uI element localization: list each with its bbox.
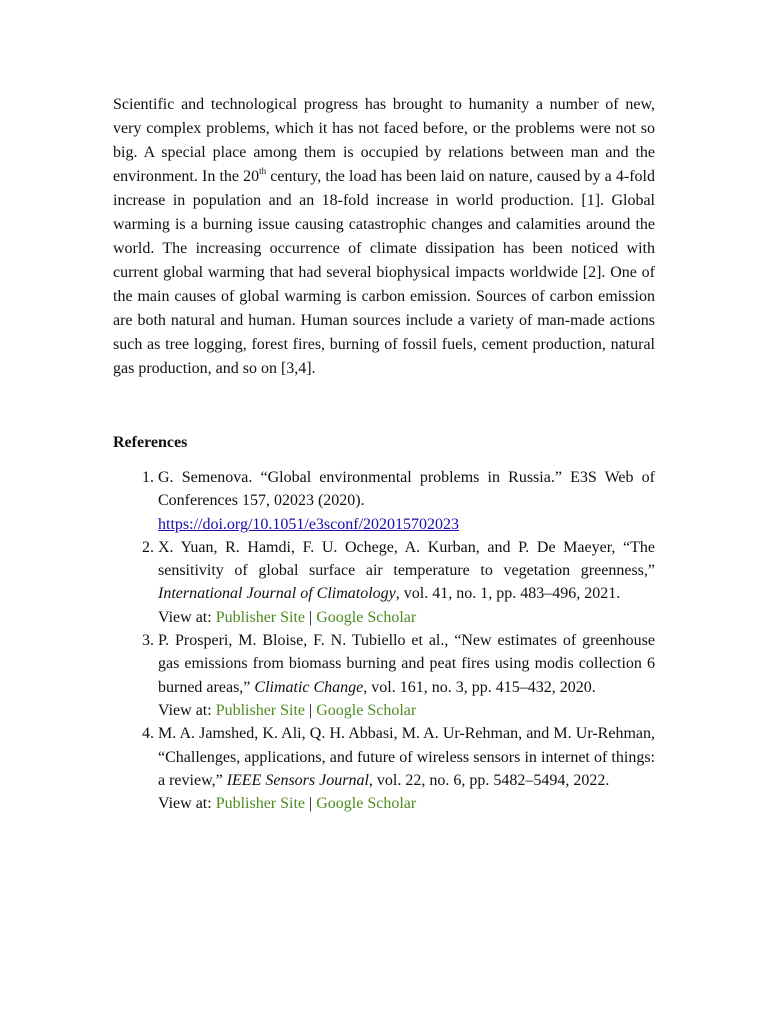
reference-text: P. Prosperi, M. Bloise, F. N. Tubiello et al., “New estimates of greenhouse gas emissions from biomass burning and peat fires using modis collection 6 burned areas,” <box>158 632 655 696</box>
journal-title: Climatic Change <box>254 678 364 696</box>
reference-item-4 <box>158 722 655 815</box>
superscript-th: th <box>259 166 267 176</box>
intro-paragraph <box>113 93 655 381</box>
publisher-site-link[interactable]: Publisher Site <box>215 608 306 626</box>
reference-details: , vol. 161, no. 3, pp. 415–432, 2020. <box>363 678 596 696</box>
link-separator: | <box>305 608 317 626</box>
reference-text: M. A. Jamshed, K. Ali, Q. H. Abbasi, M. A. Ur-Rehman, and M. Ur-Rehman, “Challenges, applications, and future of wireless sensors in internet of things: a review,” <box>158 725 655 789</box>
view-at-label: View at: <box>158 701 216 719</box>
view-at-line <box>158 606 655 629</box>
link-separator: | <box>305 701 317 719</box>
reference-text: X. Yuan, R. Hamdi, F. U. Ochege, A. Kurban, and P. De Maeyer, “The sensitivity of global surface air temperature to vegetation greenness,” <box>158 538 655 580</box>
paragraph-text-part1: Scientific and technological progress has brought to humanity a number of new, very complex problems, which it has not faced before, or the problems were not so big. A special place among them is occupied by relations between man and the environment. In the 20 <box>113 96 655 185</box>
view-at-label: View at: <box>158 608 216 626</box>
references-heading: References <box>113 434 188 451</box>
doi-link[interactable]: https://doi.org/10.1051/e3sconf/202015702023 <box>158 515 460 533</box>
view-at-line <box>158 699 655 722</box>
reference-details: , vol. 41, no. 1, pp. 483–496, 2021. <box>395 585 621 603</box>
reference-item-2 <box>158 536 655 629</box>
document-page <box>113 93 655 815</box>
publisher-site-link[interactable]: Publisher Site <box>215 701 306 719</box>
google-scholar-link[interactable]: Google Scholar <box>316 795 417 813</box>
reference-details: , vol. 22, no. 6, pp. 5482–5494, 2022. <box>368 771 610 789</box>
publisher-site-link[interactable]: Publisher Site <box>215 795 306 813</box>
references-list <box>113 466 655 815</box>
reference-item-1 <box>158 466 655 536</box>
google-scholar-link[interactable]: Google Scholar <box>316 701 417 719</box>
paragraph-text-part2: century, the load has been laid on nature, caused by a 4-fold increase in population and an 18-fold increase in world production. [1]. Global warming is a burning issue causing catastrophic changes and calamities around the world. The increasing occurrence of climate dissipation has been noticed with current global warming that had several biophysical impacts worldwide [2]. One of the main causes of global warming is carbon emission. Sources of carbon emission are both natural and human. Human sources include a variety of man-made actions such as tree logging, forest fires, burning of fossil fuels, cement production, natural gas production, and so on [3,4]. <box>113 168 655 377</box>
view-at-line <box>158 792 655 815</box>
journal-title: International Journal of Climatology <box>158 585 396 603</box>
reference-item-3 <box>158 629 655 722</box>
journal-title: IEEE Sensors Journal <box>226 771 369 789</box>
link-separator: | <box>305 795 317 813</box>
reference-text: G. Semenova. “Global environmental problems in Russia.” E3S Web of Conferences 157, 02023 (2020). <box>158 469 655 510</box>
google-scholar-link[interactable]: Google Scholar <box>316 608 417 626</box>
view-at-label: View at: <box>158 795 216 813</box>
